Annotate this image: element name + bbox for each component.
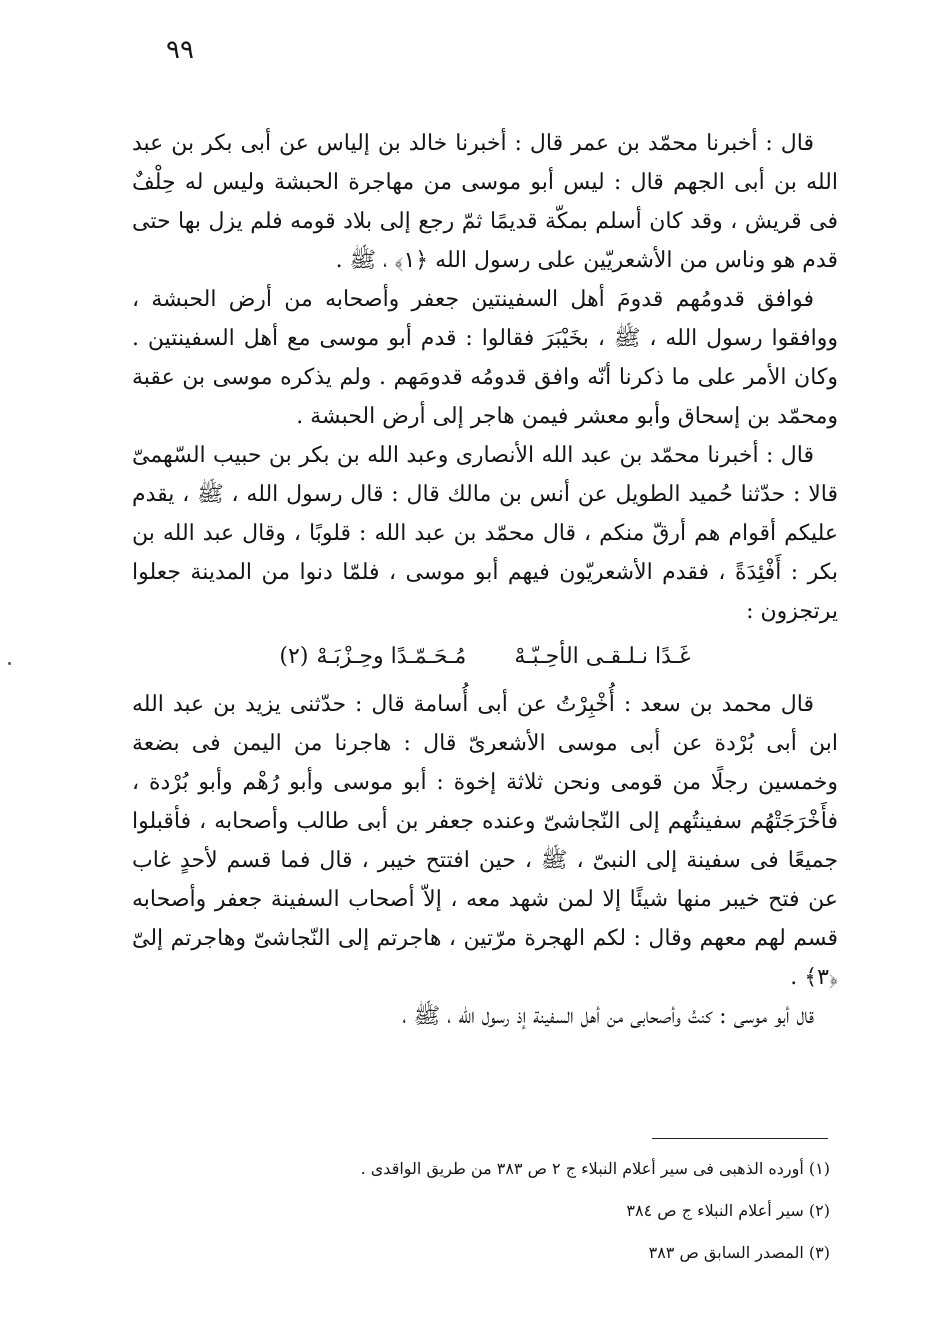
page-number: ٩٩	[166, 35, 194, 65]
footnote-3: (٣) المصدر السابق ص ٣٨٣	[648, 1243, 830, 1262]
paragraph-3: قال : أخبرنا محمّد بن عبد الله الأنصارى وعبد الله بن بكر بن حبيب السّهمىّ قالا : حدّثنا حُميد الطويل عن أنس بن مالك قال : قال رسول الله ، ﷺ ، يقدم عليكم أقوام هم أرقّ منكم ، قال محمّد بن عبد الله : قلوبًا ، وقال عبد الله بن بكر : أَفْئِدَةً ، فقدم الأشعريّون فيهم أبو موسى ، فلمّا دنوا من المدينة جعلوا يرتجزون :	[132, 443, 838, 624]
verse-hemistich-1: غَـدًا نـلـقـى الأحِـبّـهْ	[514, 644, 691, 669]
paragraph-2: فوافق قدومُهم قدومَ أهل السفينتين جعفر وأصحابه من أرض الحبشة ، ووافقوا رسول الله ، ﷺ ، بخَيْبَرَ فقالوا : قدم أبو موسى مع أهل السفينتين . وكان الأمر على ما ذكرنا أنّه وافق قدومُه قدومَهم . ولم يذكره موسى بن عقبة ومحمّد بن إسحاق وأبو معشر فيمن هاجر إلى أرض الحبشة .	[132, 287, 838, 429]
paragraph-1: قال : أخبرنا محمّد بن عمر قال : أخبرنا خالد بن إلياس عن أبى بكر بن عبد الله بن أبى الجهم قال : ليس أبو موسى من مهاجرة الحبشة وليس له حِلْفٌ فى قريش ، وقد كان أسلم بمكّة قديمًا ثمّ رجع إلى بلاد قومه فلم يزل بها حتى قدم هو وناس من الأشعريّين على رسول الله ﴿١﴾ ، ﷺ .	[132, 131, 838, 273]
footnote-divider	[652, 1138, 828, 1139]
footnote-1: (١) أورده الذهبى فى سير أعلام النبلاء ج ٢ ص ٣٨٣ من طريق الواقدى .	[360, 1159, 830, 1178]
verse-footnote-marker: (٢)	[279, 644, 309, 669]
paragraph-4: قال محمد بن سعد : أُخْبِرْتُ عن أبى أُسامة قال : حدّثنى يزيد بن عبد الله ابن أبى بُرْدة عن أبى موسى الأشعرىّ قال : هاجرنا من اليمن فى بضعة وخمسين رجلًا من قومى ونحن ثلاثة إخوة : أبو موسى وأبو رُهْم وأبو بُرْدة ، فأَخْرَجَتْهُم سفينتُهم إلى النّجاشىّ وعنده جعفر بن أبى طالب وأصحابه ، فأقبلوا جميعًا فى سفينة إلى النبىّ ، ﷺ ، حين افتتح خيبر ، قال فما قسم لأحدٍ غاب عن فتح خيبر منها شيئًا إلا لمن شهد معه ، إلاّ أصحاب السفينة جعفر وأصحابه قسم لهم معهم وقال : لكم الهجرة مرّتين ، هاجرتم إلى النّجاشىّ وهاجرتم إلىّ ﴿٣﴾ .	[132, 692, 838, 990]
footnotes	[200, 1148, 830, 1274]
paragraph-5: قال أبو موسى : كنتُ وأصحابى من أهل السفينة إذ رسول الله ، ﷺ ،	[402, 1004, 814, 1029]
main-text	[132, 124, 838, 1036]
margin-speck	[8, 662, 11, 665]
verse-hemistich-2: مُـحَـمّـدًا وحِـزْبَـهْ	[316, 644, 467, 669]
verse-line	[132, 635, 838, 679]
footnote-2: (٢) سير أعلام النبلاء ج ص ٣٨٤	[626, 1201, 830, 1220]
